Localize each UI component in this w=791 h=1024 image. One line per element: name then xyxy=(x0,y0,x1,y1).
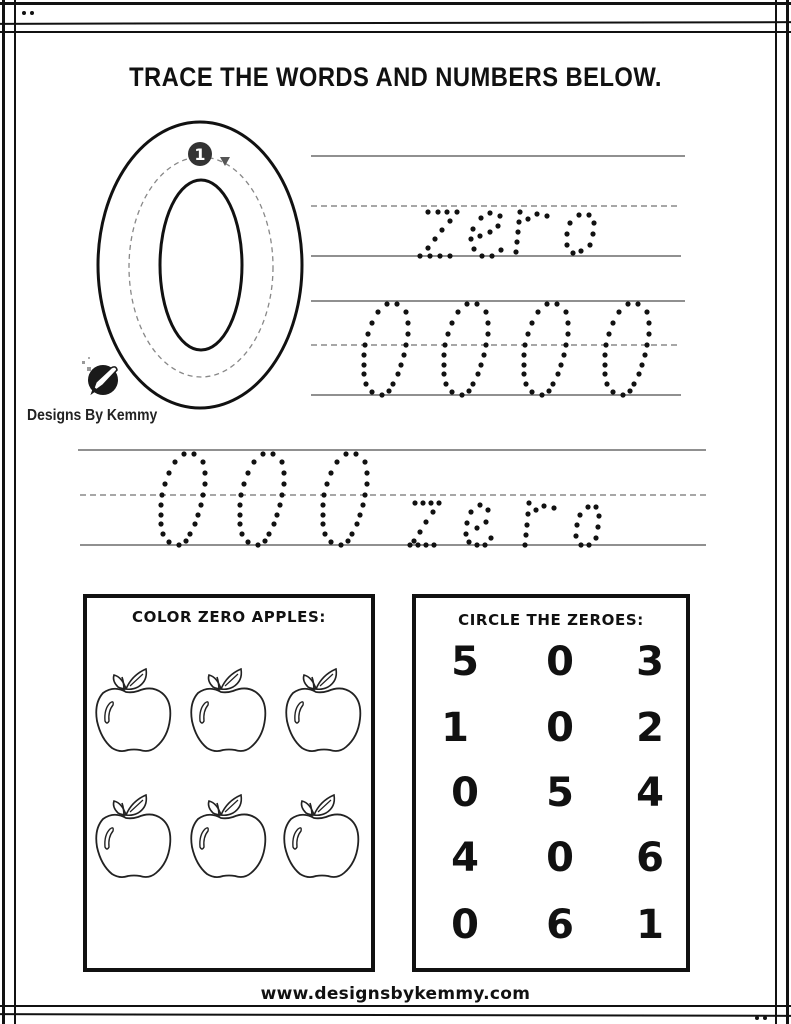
stroke-step-number: 1 xyxy=(194,145,206,164)
frame-left-outer xyxy=(2,0,5,1024)
dotted-word-zero xyxy=(417,209,596,258)
digit-cell[interactable]: 1 xyxy=(636,902,664,948)
digit-cell[interactable]: 1 xyxy=(441,705,469,751)
frame-right-inner xyxy=(775,0,777,1024)
tracing-row-word xyxy=(311,150,687,262)
frame-inner-top-2 xyxy=(0,31,791,33)
dotted-zeros xyxy=(361,301,651,397)
digit-cell[interactable]: 0 xyxy=(546,705,574,751)
apple-6[interactable] xyxy=(282,781,362,891)
digit-cell[interactable]: 5 xyxy=(546,770,574,816)
tracing-row-mixed xyxy=(78,444,710,552)
digit-cell[interactable]: 0 xyxy=(546,835,574,881)
digit-cell[interactable]: 3 xyxy=(636,639,664,685)
frame-left-inner xyxy=(14,0,16,1024)
digit-cell[interactable]: 6 xyxy=(546,902,574,948)
frame-outer-top xyxy=(0,2,791,5)
tracing-row-numbers xyxy=(311,295,687,401)
apple-3[interactable] xyxy=(284,655,364,765)
frame-inner-top-1 xyxy=(0,21,791,25)
apple-2[interactable] xyxy=(189,655,269,765)
frame-inner-bottom-1 xyxy=(0,1005,791,1007)
frame-inner-bottom-2 xyxy=(0,1013,791,1017)
digit-cell[interactable]: 4 xyxy=(636,770,664,816)
pencil-circle-icon xyxy=(80,355,125,400)
corner-dots-bottom-right xyxy=(755,1016,767,1020)
apple-4[interactable] xyxy=(94,781,174,891)
apple-5[interactable] xyxy=(189,781,269,891)
corner-dots-top-left xyxy=(22,11,34,15)
digit-cell[interactable]: 0 xyxy=(451,902,479,948)
worksheet-title: TRACE THE WORDS AND NUMBERS BELOW. xyxy=(129,62,662,92)
digit-cell[interactable]: 6 xyxy=(636,835,664,881)
digit-cell[interactable]: 0 xyxy=(451,770,479,816)
circle-zeroes-title: CIRCLE THE ZEROES: xyxy=(458,611,644,629)
color-apples-title: COLOR ZERO APPLES: xyxy=(132,608,326,626)
digit-cell[interactable]: 2 xyxy=(636,705,664,751)
digit-cell[interactable]: 4 xyxy=(451,835,479,881)
digit-cell[interactable]: 5 xyxy=(451,639,479,685)
dotted-zeros-three xyxy=(158,451,369,547)
apple-1[interactable] xyxy=(94,655,174,765)
dotted-word-zero-wide xyxy=(407,500,601,547)
frame-right-outer xyxy=(786,0,789,1024)
brand-name: Designs By Kemmy xyxy=(27,407,158,424)
digit-cell[interactable]: 0 xyxy=(546,639,574,685)
footer-url: www.designsbykemmy.com xyxy=(260,984,531,1004)
